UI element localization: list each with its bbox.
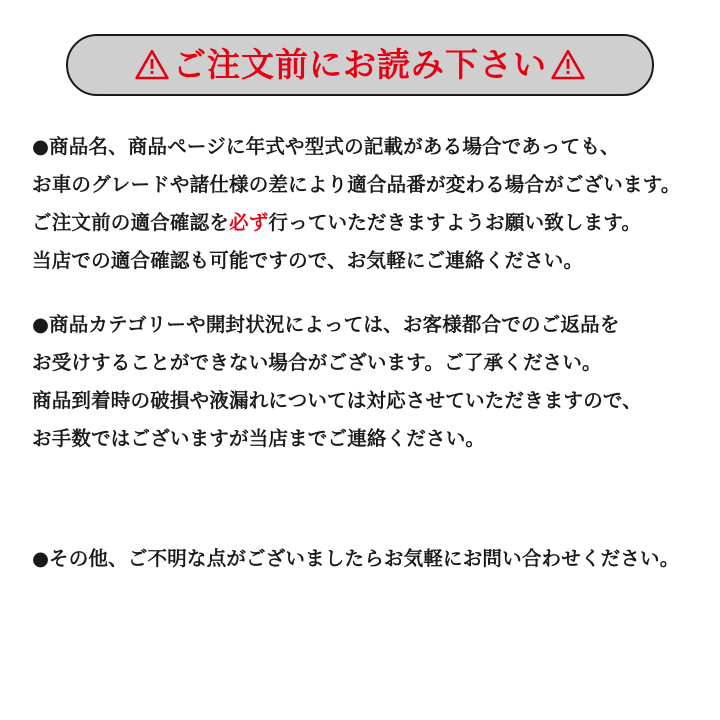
notice-paragraph-1 — [32, 128, 704, 280]
notice-line — [32, 204, 704, 242]
notice-line — [32, 306, 704, 344]
bullet-marker: ● — [32, 135, 50, 158]
notice-line-text: お受けすることができない場合がございます。ご了承ください。 — [32, 351, 602, 374]
notice-line — [32, 382, 704, 420]
notice-line — [32, 242, 704, 280]
notice-paragraph-2 — [32, 306, 704, 458]
bullet-marker: ● — [32, 547, 50, 570]
notice-banner-title: ご注文前にお読み下さい — [173, 44, 547, 84]
notice-line-text: 商品カテゴリーや開封状況によっては、お客様都合でのご返品を — [49, 313, 620, 336]
notice-line-text: その他、ご不明な点がございましたらお気軽にお問い合わせください。 — [49, 547, 680, 570]
bullet-marker: ● — [32, 313, 50, 336]
notice-emphasis-text: 必ず — [229, 211, 269, 234]
notice-line — [32, 344, 704, 382]
notice-content — [32, 128, 704, 578]
warning-triangle-icon — [551, 49, 585, 80]
notice-line-text-pre: ご注文前の適合確認を — [32, 211, 230, 234]
notice-banner — [66, 34, 654, 96]
notice-banner-inner — [135, 44, 585, 84]
notice-line — [32, 166, 704, 204]
notice-paragraph-3 — [32, 540, 704, 578]
notice-line-text: お車のグレードや諸仕様の差により適合品番が変わる場合がございます。 — [32, 173, 681, 196]
notice-line — [32, 420, 704, 458]
notice-line — [32, 540, 704, 578]
notice-line-text: 商品名、商品ページに年式や型式の記載がある場合であっても、 — [49, 135, 620, 158]
notice-line-text: 商品到着時の破損や液漏れについては対応させていただきますので、 — [32, 389, 642, 412]
notice-line-text-post: 行っていただきますようお願い致します。 — [268, 211, 642, 234]
notice-line-text: 当店での適合確認も可能ですので、お気軽にご連絡ください。 — [32, 249, 584, 272]
notice-paragraph-spacer — [32, 484, 704, 514]
warning-triangle-icon — [135, 49, 169, 80]
notice-line — [32, 128, 704, 166]
notice-line-text: お手数ではございますが当店までご連絡ください。 — [32, 427, 486, 450]
